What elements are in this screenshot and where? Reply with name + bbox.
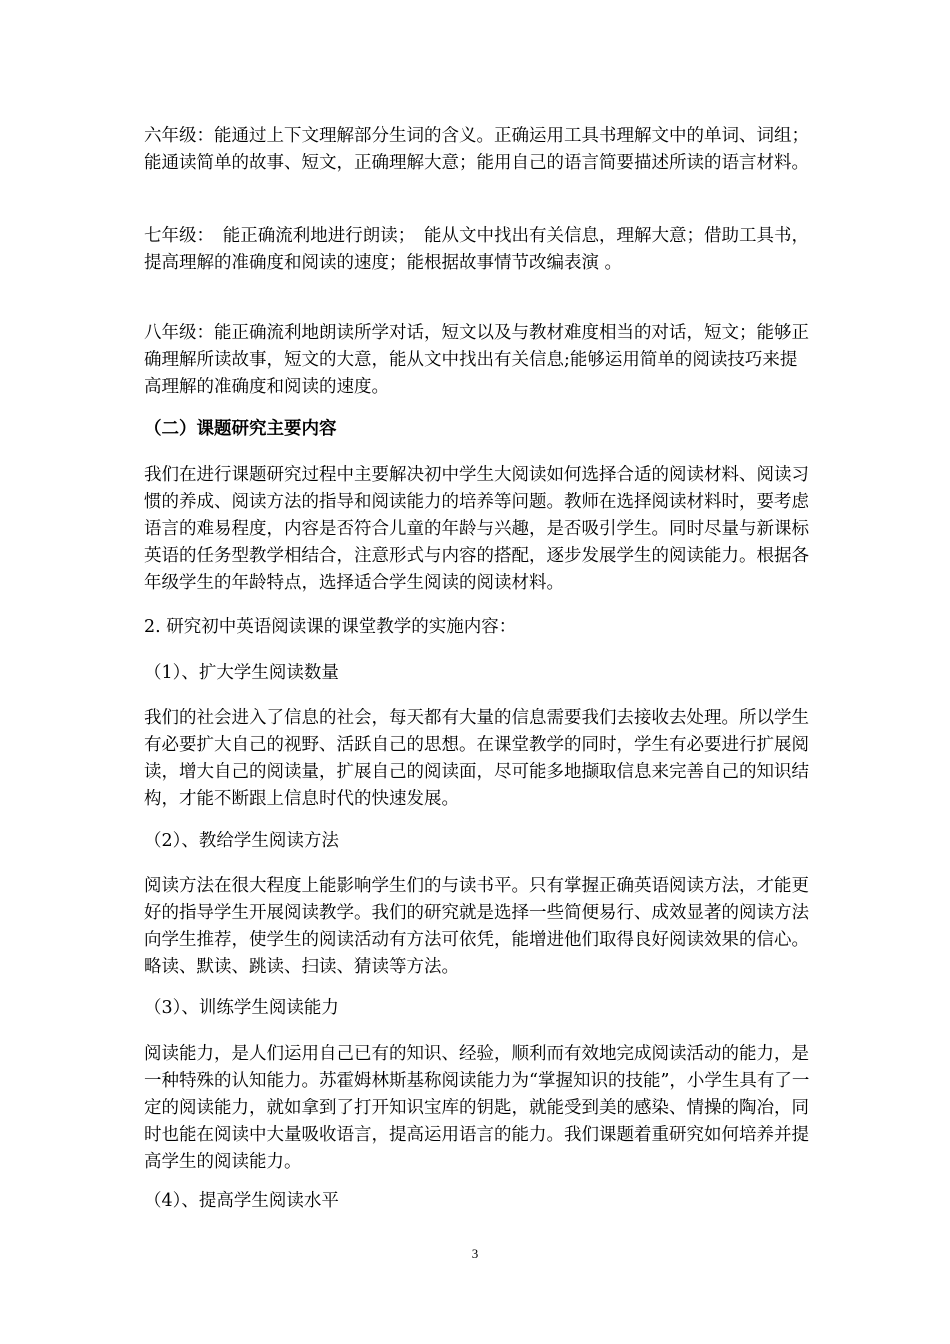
subheading-4: （4）、提高学生阅读水平: [144, 1191, 339, 1211]
paragraph-grade-eight: 八年级：能正确流利地朗读所学对话，短文以及与教材难度相当的对话，短文；能够正确理解所读故事，短文的大意，能从文中找出有关信息;能够运用简单的阅读技巧来提高理解的准确度和阅读的速度。: [144, 323, 809, 397]
paragraph-grade-seven: 七年级： 能正确流利地进行朗读； 能从文中找出有关信息，理解大意；借助工具书，提高理解的准确度和阅读的速度；能根据故事情节改编表演 。: [144, 226, 809, 273]
paragraph-expand-reading: 我们的社会进入了信息的社会，每天都有大量的信息需要我们去接收去处理。所以学生有必要扩大自己的视野、活跃自己的思想。在课堂教学的同时，学生有必要进行扩展阅读，增大自己的阅读量，扩展自己的阅读面，尽可能多地撷取信息来完善自己的知识结构，才能不断跟上信息时代的快速发展。: [144, 708, 809, 809]
paragraph-reading-ability: 阅读能力，是人们运用自己已有的知识、经验，顺利而有效地完成阅读活动的能力，是一种特殊的认知能力。苏霍姆林斯基称阅读能力为“掌握知识的技能”，小学生具有了一定的阅读能力，就如拿到了打开知识宝库的钥匙，就能受到美的感染、情操的陶冶，同时也能在阅读中大量吸收语言，提高运用语言的能力。我们课题着重研究如何培养并提高学生的阅读能力。: [144, 1044, 810, 1172]
section-heading: （二）课题研究主要内容: [144, 419, 337, 439]
paragraph-grade-six: 六年级：能通过上下文理解部分生词的含义。正确运用工具书理解文中的单词、词组；能通读简单的故事、短文，正确理解大意；能用自己的语言简要描述所读的语言材料。: [144, 126, 809, 173]
page-number: 3: [471, 1246, 479, 1261]
paragraph-item-2: 2. 研究初中英语阅读课的课堂教学的实施内容：: [144, 617, 517, 637]
subheading-1: （1）、扩大学生阅读数量: [144, 663, 339, 683]
paragraph-reading-methods: 阅读方法在很大程度上能影响学生们的与读书平。只有掌握正确英语阅读方法，才能更好的指导学生开展阅读教学。我们的研究就是选择一些简便易行、成效显著的阅读方法向学生推荐，使学生的阅读活动有方法可依凭，能增进他们取得良好阅读效果的信心。略读、默读、跳读、扫读、猜读等方法。: [144, 876, 809, 977]
subheading-2: （2）、教给学生阅读方法: [144, 831, 339, 851]
subheading-3: （3）、训练学生阅读能力: [144, 998, 339, 1018]
paragraph-research-content: 我们在进行课题研究过程中主要解决初中学生大阅读如何选择合适的阅读材料、阅读习惯的养成、阅读方法的指导和阅读能力的培养等问题。教师在选择阅读材料时，要考虑语言的难易程度，内容是否符合儿童的年龄与兴趣，是否吸引学生。同时尽量与新课标英语的任务型教学相结合，注意形式与内容的搭配，逐步发展学生的阅读能力。根据各年级学生的年龄特点，选择适合学生阅读的阅读材料。: [144, 465, 809, 593]
